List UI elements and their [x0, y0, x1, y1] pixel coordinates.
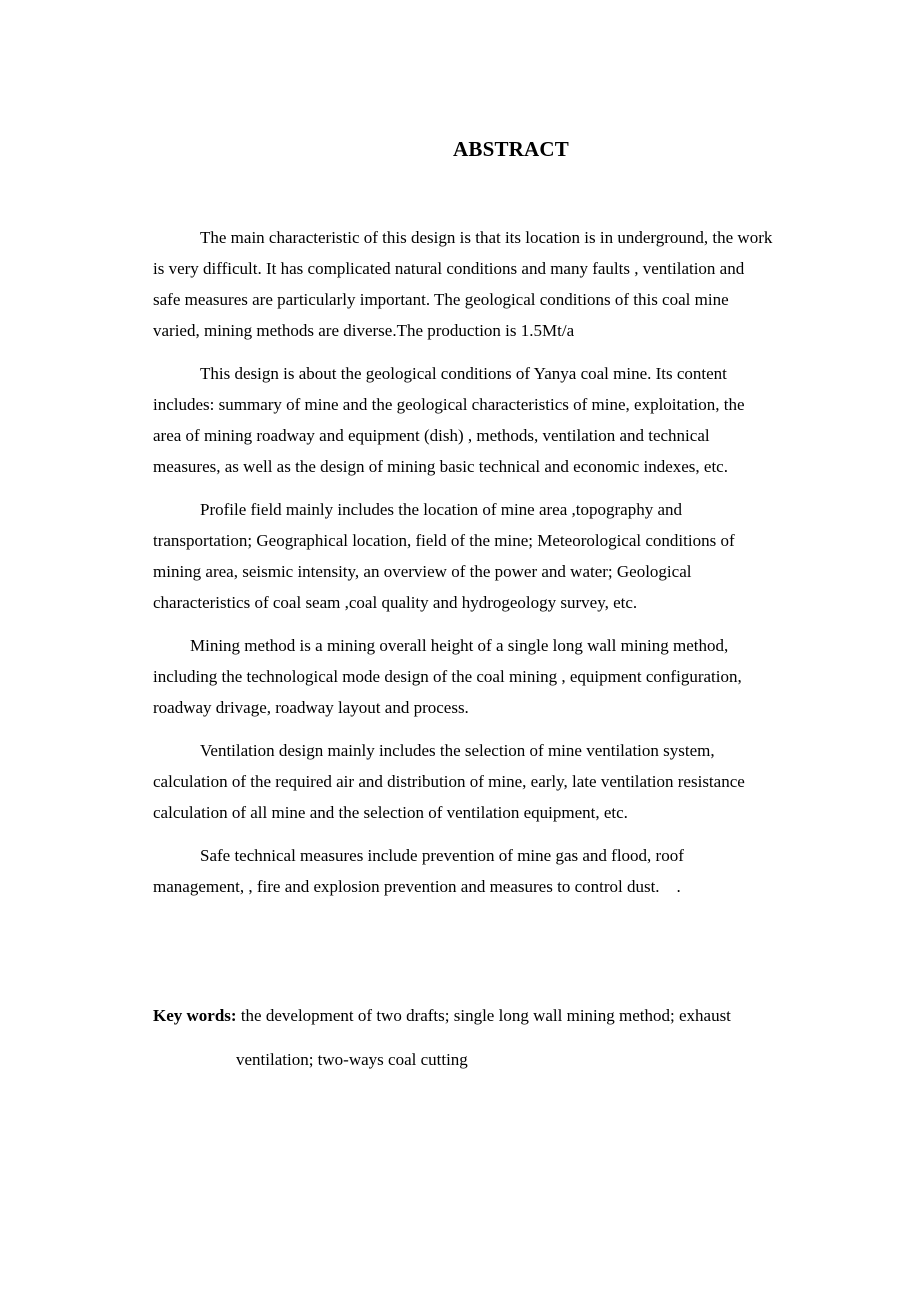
- paragraph-line: Mining method is a mining overall height of a single long wall mining method,: [190, 636, 729, 655]
- paragraph-line: area of mining roadway and equipment (dish) , methods, ventilation and technical: [153, 426, 710, 445]
- paragraph-line: calculation of all mine and the selection of ventilation equipment, etc.: [153, 803, 628, 822]
- paragraph-line: safe measures are particularly important. The geological conditions of this coal mine: [153, 290, 729, 309]
- keywords-label: Key words:: [153, 1006, 237, 1025]
- paragraph-line: characteristics of coal seam ,coal quality and hydrogeology survey, etc.: [153, 593, 638, 612]
- paragraph-line: is very difficult. It has complicated natural conditions and many faults , ventilation and: [153, 259, 745, 278]
- paragraph-line: The main characteristic of this design is that its location is in underground, the work: [200, 228, 773, 247]
- paragraph-ventilation: [153, 735, 843, 828]
- paragraph-line: Profile field mainly includes the location of mine area ,topography and: [200, 500, 682, 519]
- paragraph-line: Safe technical measures include prevention of mine gas and flood, roof: [200, 846, 684, 865]
- paragraph-line: including the technological mode design of the coal mining , equipment configuration,: [153, 667, 742, 686]
- paragraph-line: Ventilation design mainly includes the selection of mine ventilation system,: [200, 741, 715, 760]
- paragraph-mining-method: [153, 630, 843, 723]
- paragraph-design-content: [153, 358, 843, 482]
- paragraph-safety: [153, 840, 843, 902]
- keywords-text: the development of two drafts; single long wall mining method; exhaust: [236, 1006, 731, 1025]
- abstract-title: ABSTRACT: [453, 137, 569, 161]
- paragraph-summary: [153, 222, 843, 346]
- paragraph-line: calculation of the required air and distribution of mine, early, late ventilation resistance: [153, 772, 745, 791]
- paragraph-profile-field: [153, 494, 843, 618]
- paragraph-line: This design is about the geological conditions of Yanya coal mine. Its content: [200, 364, 727, 383]
- keywords-continuation: ventilation; two-ways coal cutting: [236, 1050, 468, 1069]
- paragraph-line: transportation; Geographical location, field of the mine; Meteorological conditions of: [153, 531, 735, 550]
- paragraph-line: varied, mining methods are diverse.The production is 1.5Mt/a: [153, 321, 575, 340]
- paragraph-line: includes: summary of mine and the geological characteristics of mine, exploitation, the: [153, 395, 745, 414]
- paragraph-line: roadway drivage, roadway layout and process.: [153, 698, 469, 717]
- paragraph-line: measures, as well as the design of mining basic technical and economic indexes, etc.: [153, 457, 728, 476]
- keywords-line: [153, 1000, 731, 1031]
- paragraph-line: mining area, seismic intensity, an overview of the power and water; Geological: [153, 562, 692, 581]
- paragraph-line: management, , fire and explosion prevention and measures to control dust. .: [153, 877, 681, 896]
